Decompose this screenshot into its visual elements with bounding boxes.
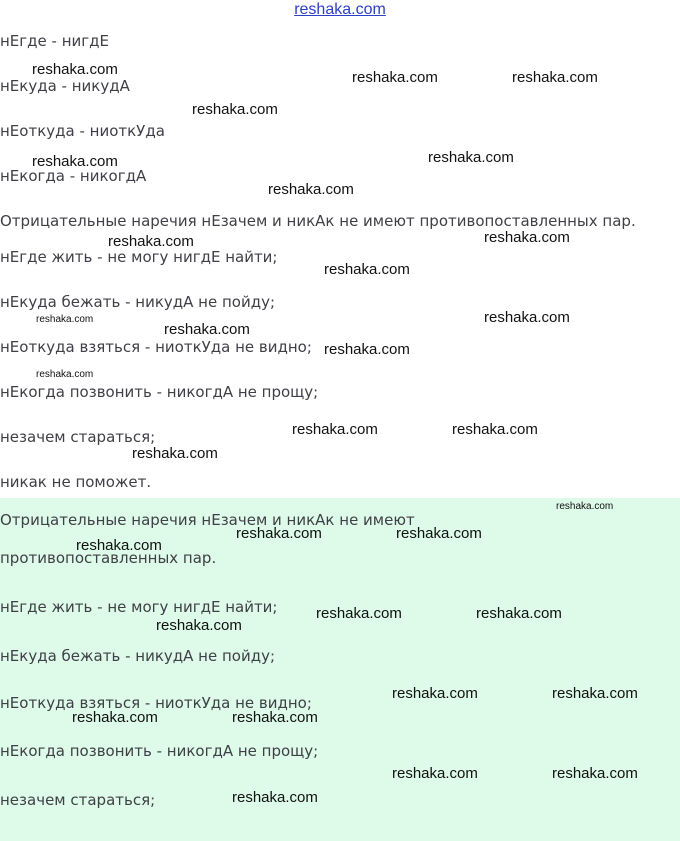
- text-line: Отрицательные наречия нЕзачем и никАк не имеют: [0, 511, 415, 529]
- watermark: reshaka.com: [156, 617, 242, 634]
- text-line: нЕкогда позвонить - никогдА не прощу;: [0, 383, 319, 401]
- watermark: reshaka.com: [32, 61, 118, 78]
- text-line: незачем стараться;: [0, 428, 156, 446]
- text-line: нЕкуда бежать - никудА не пойду;: [0, 293, 275, 311]
- watermark: reshaka.com: [484, 309, 570, 326]
- watermark: reshaka.com: [352, 69, 438, 86]
- watermark: reshaka.com: [232, 789, 318, 806]
- watermark: reshaka.com: [552, 685, 638, 702]
- watermark: reshaka.com: [452, 421, 538, 438]
- watermark: reshaka.com: [36, 369, 94, 380]
- text-line: нЕгде жить - не могу нигдЕ найти;: [0, 598, 278, 616]
- watermark: reshaka.com: [32, 153, 118, 170]
- watermark: reshaka.com: [232, 709, 318, 726]
- text-line: противопоставленных пар.: [0, 549, 217, 567]
- text-line: нЕоткуда - ниоткУда: [0, 122, 165, 140]
- watermark: reshaka.com: [396, 525, 482, 542]
- text-line: нЕгде жить - не могу нигдЕ найти;: [0, 248, 278, 266]
- watermark: reshaka.com: [192, 101, 278, 118]
- text-line: нЕкуда бежать - никудА не пойду;: [0, 647, 275, 665]
- watermark: reshaka.com: [392, 765, 478, 782]
- watermark: reshaka.com: [292, 421, 378, 438]
- text-line: нЕкогда - никогдА: [0, 167, 147, 185]
- text-line: нЕкуда - никудА: [0, 77, 130, 95]
- watermark: reshaka.com: [316, 605, 402, 622]
- text-line: нЕоткуда взяться - ниоткУда не видно;: [0, 338, 312, 356]
- watermark: reshaka.com: [324, 261, 410, 278]
- watermark: reshaka.com: [36, 314, 94, 325]
- watermark: reshaka.com: [556, 501, 614, 512]
- watermark: reshaka.com: [268, 181, 354, 198]
- text-line: никак не поможет.: [0, 473, 152, 491]
- watermark: reshaka.com: [108, 233, 194, 250]
- watermark: reshaka.com: [484, 229, 570, 246]
- watermark: reshaka.com: [512, 69, 598, 86]
- text-line: нЕгде - нигдЕ: [0, 32, 109, 50]
- watermark: reshaka.com: [72, 709, 158, 726]
- watermark: reshaka.com: [552, 765, 638, 782]
- watermark: reshaka.com: [236, 525, 322, 542]
- text-line: Отрицательные наречия нЕзачем и никАк не имеют противопоставленных пар.: [0, 212, 636, 230]
- watermark: reshaka.com: [476, 605, 562, 622]
- watermark: reshaka.com: [76, 537, 162, 554]
- text-line: незачем стараться;: [0, 791, 156, 809]
- site-logo-link[interactable]: reshaka.com: [294, 1, 386, 18]
- watermark: reshaka.com: [392, 685, 478, 702]
- text-line: нЕкогда позвонить - никогдА не прощу;: [0, 742, 319, 760]
- watermark: reshaka.com: [132, 445, 218, 462]
- text-line: нЕоткуда взяться - ниоткУда не видно;: [0, 694, 312, 712]
- watermark: reshaka.com: [164, 321, 250, 338]
- watermark: reshaka.com: [324, 341, 410, 358]
- watermark: reshaka.com: [428, 149, 514, 166]
